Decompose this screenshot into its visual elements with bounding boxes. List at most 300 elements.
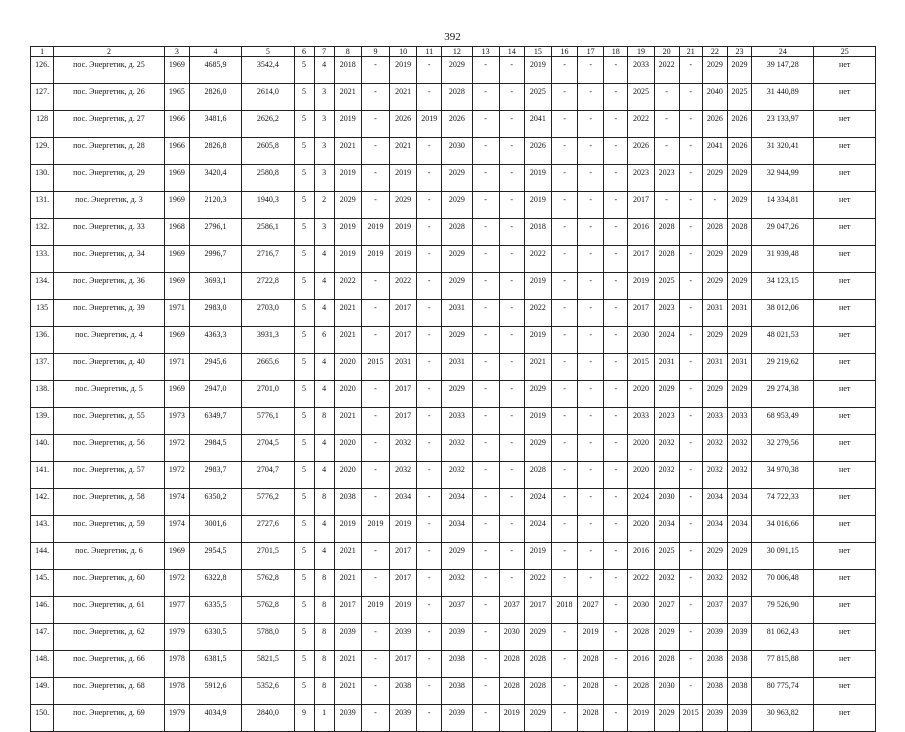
table-cell: - bbox=[472, 678, 499, 705]
table-cell: - bbox=[417, 462, 442, 489]
table-cell: 2954,5 bbox=[189, 543, 241, 570]
table-cell: 2029 bbox=[442, 165, 472, 192]
table-cell: - bbox=[578, 57, 604, 84]
table-cell: - bbox=[472, 138, 499, 165]
table-cell: нет bbox=[814, 300, 876, 327]
table-cell: 5762,8 bbox=[242, 570, 294, 597]
table-row bbox=[31, 705, 876, 732]
table-cell: 80 775,74 bbox=[752, 678, 814, 705]
table-cell: 2996,7 bbox=[189, 246, 241, 273]
page-number: 392 bbox=[444, 31, 461, 43]
table-cell: - bbox=[604, 111, 628, 138]
table-cell: - bbox=[472, 435, 499, 462]
table-cell: нет bbox=[814, 624, 876, 651]
table-cell: - bbox=[499, 516, 524, 543]
table-cell: 6381,5 bbox=[189, 651, 241, 678]
table-cell: 2028 bbox=[578, 651, 604, 678]
table-row bbox=[31, 246, 876, 273]
table-cell: 9 bbox=[294, 705, 314, 732]
table-cell: - bbox=[361, 408, 389, 435]
table-row bbox=[31, 624, 876, 651]
table-cell: 2015 bbox=[361, 354, 389, 381]
table-cell: 2026 bbox=[524, 138, 551, 165]
table-cell: 2032 bbox=[390, 462, 417, 489]
table-cell: 1969 bbox=[164, 165, 189, 192]
column-header: 6 bbox=[294, 47, 314, 57]
table-cell: 2945,6 bbox=[189, 354, 241, 381]
table-cell: пос. Энергетик, д. 58 bbox=[54, 489, 165, 516]
table-cell: - bbox=[604, 705, 628, 732]
table-cell: - bbox=[417, 138, 442, 165]
table-cell: нет bbox=[814, 489, 876, 516]
table-cell: 2017 bbox=[334, 597, 361, 624]
table-cell: 5 bbox=[294, 489, 314, 516]
table-cell: - bbox=[361, 705, 389, 732]
table-cell: 2021 bbox=[334, 570, 361, 597]
table-cell: 150. bbox=[31, 705, 54, 732]
table-cell: 1978 bbox=[164, 651, 189, 678]
table-cell: 1979 bbox=[164, 624, 189, 651]
table-cell: - bbox=[472, 381, 499, 408]
table-cell: - bbox=[472, 219, 499, 246]
table-cell: 2023 bbox=[654, 165, 679, 192]
table-cell: 2031 bbox=[442, 354, 472, 381]
table-cell: - bbox=[604, 516, 628, 543]
table-cell: 139. bbox=[31, 408, 54, 435]
table-cell: 5 bbox=[294, 192, 314, 219]
table-row bbox=[31, 435, 876, 462]
table-cell: 2017 bbox=[628, 300, 654, 327]
table-cell: - bbox=[679, 246, 702, 273]
table-cell: - bbox=[578, 165, 604, 192]
table-cell: - bbox=[499, 327, 524, 354]
table-cell: 132. bbox=[31, 219, 54, 246]
table-cell: 5 bbox=[294, 678, 314, 705]
table-cell: - bbox=[499, 192, 524, 219]
table-cell: 3481,6 bbox=[189, 111, 241, 138]
table-cell: - bbox=[551, 651, 577, 678]
table-cell: пос. Энергетик, д. 28 bbox=[54, 138, 165, 165]
table-cell: - bbox=[679, 570, 702, 597]
table-cell: 5 bbox=[294, 597, 314, 624]
table-cell: 2020 bbox=[334, 381, 361, 408]
table-cell: 2019 bbox=[524, 192, 551, 219]
column-header: 5 bbox=[242, 47, 294, 57]
table-cell: - bbox=[417, 165, 442, 192]
table-cell: 2017 bbox=[390, 408, 417, 435]
table-cell: 79 526,90 bbox=[752, 597, 814, 624]
table-cell: 4 bbox=[314, 543, 334, 570]
table-cell: - bbox=[679, 192, 702, 219]
table-cell: - bbox=[604, 570, 628, 597]
table-cell: 8 bbox=[314, 408, 334, 435]
table-cell: - bbox=[472, 543, 499, 570]
table-cell: 2026 bbox=[727, 138, 751, 165]
table-cell: 2019 bbox=[334, 111, 361, 138]
table-cell: - bbox=[679, 651, 702, 678]
table-cell: 2028 bbox=[654, 219, 679, 246]
table-cell: - bbox=[604, 246, 628, 273]
table-cell: пос. Энергетик, д. 34 bbox=[54, 246, 165, 273]
table-cell: - bbox=[472, 570, 499, 597]
table-cell: - bbox=[551, 84, 577, 111]
table-cell: 2028 bbox=[628, 624, 654, 651]
table-cell: 147. bbox=[31, 624, 54, 651]
table-cell: 143. bbox=[31, 516, 54, 543]
table-cell: 5 bbox=[294, 651, 314, 678]
table-cell: - bbox=[654, 138, 679, 165]
table-cell: 2019 bbox=[361, 219, 389, 246]
table-cell: 5 bbox=[294, 300, 314, 327]
table-cell: 2018 bbox=[334, 57, 361, 84]
table-cell: 2029 bbox=[727, 327, 751, 354]
table-cell: 2021 bbox=[334, 543, 361, 570]
table-cell: 2020 bbox=[334, 354, 361, 381]
table-cell: - bbox=[417, 246, 442, 273]
table-cell: 39 147,28 bbox=[752, 57, 814, 84]
table-cell: 2716,7 bbox=[242, 246, 294, 273]
table-cell: - bbox=[499, 408, 524, 435]
table-cell: нет bbox=[814, 651, 876, 678]
table-cell: 2017 bbox=[628, 192, 654, 219]
table-cell: - bbox=[361, 300, 389, 327]
table-cell: 2704,5 bbox=[242, 435, 294, 462]
table-row bbox=[31, 354, 876, 381]
table-cell: - bbox=[499, 219, 524, 246]
table-cell: - bbox=[679, 300, 702, 327]
table-cell: 2947,0 bbox=[189, 381, 241, 408]
table-cell: - bbox=[361, 165, 389, 192]
table-cell: нет bbox=[814, 705, 876, 732]
table-cell: 2019 bbox=[390, 516, 417, 543]
table-cell: нет bbox=[814, 327, 876, 354]
table-cell: 6322,8 bbox=[189, 570, 241, 597]
table-cell: 2017 bbox=[628, 246, 654, 273]
table-cell: - bbox=[472, 165, 499, 192]
table-cell: 48 021,53 bbox=[752, 327, 814, 354]
table-cell: 2032 bbox=[654, 462, 679, 489]
table-cell: - bbox=[578, 327, 604, 354]
table-cell: 135 bbox=[31, 300, 54, 327]
table-cell: - bbox=[499, 246, 524, 273]
table-cell: 2032 bbox=[727, 570, 751, 597]
table-cell: 2983,0 bbox=[189, 300, 241, 327]
table-cell: 6350,2 bbox=[189, 489, 241, 516]
table-cell: 1965 bbox=[164, 84, 189, 111]
table-cell: нет bbox=[814, 111, 876, 138]
table-cell: 2029 bbox=[654, 705, 679, 732]
table-cell: 2025 bbox=[628, 84, 654, 111]
table-cell: 2032 bbox=[390, 435, 417, 462]
table-row bbox=[31, 543, 876, 570]
table-cell: 2701,0 bbox=[242, 381, 294, 408]
table-cell: 5 bbox=[294, 354, 314, 381]
table-cell: 2019 bbox=[334, 516, 361, 543]
table-cell: 2031 bbox=[442, 300, 472, 327]
table-cell: 2038 bbox=[442, 678, 472, 705]
table-cell: 2030 bbox=[499, 624, 524, 651]
table-cell: 2032 bbox=[442, 462, 472, 489]
table-cell: - bbox=[417, 84, 442, 111]
table-cell: 5821,5 bbox=[242, 651, 294, 678]
table-cell: - bbox=[361, 381, 389, 408]
table-cell: 2032 bbox=[702, 570, 727, 597]
table-cell: - bbox=[604, 273, 628, 300]
table-cell: 2024 bbox=[524, 489, 551, 516]
table-cell: 2031 bbox=[702, 354, 727, 381]
table-cell: 30 091,15 bbox=[752, 543, 814, 570]
table-cell: 2026 bbox=[628, 138, 654, 165]
table-cell: - bbox=[361, 489, 389, 516]
table-cell: - bbox=[679, 678, 702, 705]
table-cell: 2039 bbox=[702, 705, 727, 732]
table-cell: 4 bbox=[314, 300, 334, 327]
table-cell: - bbox=[472, 246, 499, 273]
table-cell: 2029 bbox=[702, 543, 727, 570]
table-cell: - bbox=[361, 543, 389, 570]
table-cell: 2019 bbox=[390, 219, 417, 246]
table-cell: 2605,8 bbox=[242, 138, 294, 165]
table-cell: 2022 bbox=[524, 246, 551, 273]
table-cell: - bbox=[604, 651, 628, 678]
table-cell: 2038 bbox=[442, 651, 472, 678]
table-cell: 2020 bbox=[628, 516, 654, 543]
table-cell: 5 bbox=[294, 381, 314, 408]
table-cell: 2031 bbox=[727, 300, 751, 327]
table-cell: - bbox=[499, 84, 524, 111]
column-header: 2 bbox=[54, 47, 165, 57]
table-cell: 2023 bbox=[654, 408, 679, 435]
table-cell: - bbox=[578, 435, 604, 462]
table-cell: 4 bbox=[314, 354, 334, 381]
table-cell: 2034 bbox=[442, 516, 472, 543]
table-cell: 2029 bbox=[334, 192, 361, 219]
table-cell: - bbox=[679, 462, 702, 489]
table-cell: 2021 bbox=[524, 354, 551, 381]
table-cell: - bbox=[551, 219, 577, 246]
column-header: 14 bbox=[499, 47, 524, 57]
table-cell: 74 722,33 bbox=[752, 489, 814, 516]
table-cell: 1940,3 bbox=[242, 192, 294, 219]
table-cell: - bbox=[499, 300, 524, 327]
table-cell: 2 bbox=[314, 192, 334, 219]
table-cell: 2038 bbox=[334, 489, 361, 516]
table-cell: 2017 bbox=[390, 570, 417, 597]
table-cell: 2034 bbox=[727, 516, 751, 543]
table-cell: 6335,5 bbox=[189, 597, 241, 624]
table-cell: - bbox=[604, 408, 628, 435]
table-cell: 3 bbox=[314, 111, 334, 138]
table-cell: 2021 bbox=[334, 327, 361, 354]
table-cell: 2025 bbox=[524, 84, 551, 111]
table-row bbox=[31, 651, 876, 678]
table-cell: пос. Энергетик, д. 68 bbox=[54, 678, 165, 705]
table-row bbox=[31, 327, 876, 354]
table-cell: 38 012,06 bbox=[752, 300, 814, 327]
table-cell: 2022 bbox=[628, 570, 654, 597]
table-cell: 4685,9 bbox=[189, 57, 241, 84]
table-cell: - bbox=[361, 57, 389, 84]
table-cell: 2034 bbox=[654, 516, 679, 543]
table-cell: - bbox=[604, 489, 628, 516]
table-cell: 2025 bbox=[727, 84, 751, 111]
table-cell: пос. Энергетик, д. 69 bbox=[54, 705, 165, 732]
table-cell: 2026 bbox=[390, 111, 417, 138]
table-cell: пос. Энергетик, д. 57 bbox=[54, 462, 165, 489]
table-cell: 32 279,56 bbox=[752, 435, 814, 462]
table-cell: - bbox=[472, 489, 499, 516]
table-cell: - bbox=[578, 111, 604, 138]
table-cell: 2031 bbox=[702, 300, 727, 327]
table-row bbox=[31, 597, 876, 624]
table-cell: 2021 bbox=[390, 138, 417, 165]
table-cell: - bbox=[679, 327, 702, 354]
table-cell: 2020 bbox=[628, 435, 654, 462]
table-cell: 2019 bbox=[390, 246, 417, 273]
table-cell: 146. bbox=[31, 597, 54, 624]
table-cell: 2022 bbox=[524, 300, 551, 327]
table-cell: 2029 bbox=[524, 624, 551, 651]
table-cell: 4 bbox=[314, 246, 334, 273]
table-cell: - bbox=[679, 138, 702, 165]
table-cell: пос. Энергетик, д. 5 bbox=[54, 381, 165, 408]
table-cell: 129. bbox=[31, 138, 54, 165]
table-cell: 2120,3 bbox=[189, 192, 241, 219]
table-cell: 5 bbox=[294, 273, 314, 300]
table-row bbox=[31, 300, 876, 327]
table-cell: - bbox=[551, 246, 577, 273]
table-cell: пос. Энергетик, д. 36 bbox=[54, 273, 165, 300]
table-cell: - bbox=[551, 408, 577, 435]
table-cell: 2033 bbox=[702, 408, 727, 435]
table-cell: 2029 bbox=[702, 381, 727, 408]
table-cell: 2039 bbox=[390, 624, 417, 651]
table-cell: - bbox=[551, 300, 577, 327]
table-cell: 1966 bbox=[164, 111, 189, 138]
table-cell: 5776,2 bbox=[242, 489, 294, 516]
table-cell: 2023 bbox=[654, 300, 679, 327]
table-cell: 2028 bbox=[578, 678, 604, 705]
table-row bbox=[31, 516, 876, 543]
table-cell: - bbox=[679, 624, 702, 651]
table-cell: 4 bbox=[314, 57, 334, 84]
table-cell: - bbox=[417, 219, 442, 246]
table-cell: 2022 bbox=[390, 273, 417, 300]
table-cell: - bbox=[499, 111, 524, 138]
table-cell: - bbox=[654, 111, 679, 138]
table-cell: 2029 bbox=[654, 624, 679, 651]
table-cell: 2019 bbox=[524, 543, 551, 570]
table-cell: 8 bbox=[314, 570, 334, 597]
table-cell: 2026 bbox=[727, 111, 751, 138]
table-cell: 2796,1 bbox=[189, 219, 241, 246]
table-cell: 2021 bbox=[334, 138, 361, 165]
table-cell: 2019 bbox=[524, 57, 551, 84]
table-cell: 2037 bbox=[702, 597, 727, 624]
table-cell: 2019 bbox=[390, 165, 417, 192]
table-cell: 2027 bbox=[578, 597, 604, 624]
table-row bbox=[31, 489, 876, 516]
table-cell: 3 bbox=[314, 219, 334, 246]
table-cell: - bbox=[679, 219, 702, 246]
table-row bbox=[31, 111, 876, 138]
table-cell: нет bbox=[814, 543, 876, 570]
table-cell: 2016 bbox=[628, 651, 654, 678]
table-cell: 2032 bbox=[654, 435, 679, 462]
table-cell: - bbox=[604, 543, 628, 570]
table-cell: 2021 bbox=[334, 408, 361, 435]
table-cell: 2021 bbox=[334, 651, 361, 678]
table-cell: - bbox=[417, 57, 442, 84]
table-cell: 5 bbox=[294, 516, 314, 543]
table-cell: 1969 bbox=[164, 192, 189, 219]
table-cell: 2029 bbox=[727, 57, 751, 84]
table-cell: 3 bbox=[314, 138, 334, 165]
table-cell: - bbox=[472, 624, 499, 651]
table-cell: 2021 bbox=[334, 300, 361, 327]
table-cell: - bbox=[604, 435, 628, 462]
table-cell: - bbox=[417, 354, 442, 381]
table-cell: пос. Энергетик, д. 29 bbox=[54, 165, 165, 192]
table-cell: 3931,3 bbox=[242, 327, 294, 354]
table-cell: 2029 bbox=[727, 192, 751, 219]
table-cell: - bbox=[578, 300, 604, 327]
table-cell: 8 bbox=[314, 678, 334, 705]
column-header: 7 bbox=[314, 47, 334, 57]
table-cell: 2983,7 bbox=[189, 462, 241, 489]
table-cell: 2030 bbox=[628, 327, 654, 354]
table-cell: 3420,4 bbox=[189, 165, 241, 192]
table-cell: 2029 bbox=[727, 246, 751, 273]
table-cell: 2018 bbox=[551, 597, 577, 624]
table-cell: 2029 bbox=[727, 273, 751, 300]
table-cell: 5352,6 bbox=[242, 678, 294, 705]
table-cell: 2016 bbox=[628, 543, 654, 570]
table-cell: 5912,6 bbox=[189, 678, 241, 705]
table-cell: 130. bbox=[31, 165, 54, 192]
table-cell: 134. bbox=[31, 273, 54, 300]
table-cell: 1973 bbox=[164, 408, 189, 435]
table-cell: - bbox=[417, 570, 442, 597]
table-cell: - bbox=[679, 84, 702, 111]
table-cell: - bbox=[551, 165, 577, 192]
table-cell: 2039 bbox=[334, 705, 361, 732]
column-header: 10 bbox=[390, 47, 417, 57]
table-cell: 29 274,38 bbox=[752, 381, 814, 408]
table-cell: нет bbox=[814, 219, 876, 246]
table-cell: 2015 bbox=[628, 354, 654, 381]
table-cell: 2039 bbox=[442, 624, 472, 651]
table-cell: 2028 bbox=[654, 246, 679, 273]
table-cell: 5 bbox=[294, 57, 314, 84]
table-cell: 3693,1 bbox=[189, 273, 241, 300]
table-cell: пос. Энергетик, д. 60 bbox=[54, 570, 165, 597]
table-cell: нет bbox=[814, 57, 876, 84]
table-cell: 1971 bbox=[164, 354, 189, 381]
table-cell: пос. Энергетик, д. 4 bbox=[54, 327, 165, 354]
table-cell: 2029 bbox=[654, 381, 679, 408]
table-cell: 140. bbox=[31, 435, 54, 462]
header-row bbox=[31, 47, 876, 57]
column-header: 8 bbox=[334, 47, 361, 57]
table-cell: 2040 bbox=[702, 84, 727, 111]
table-cell: 1971 bbox=[164, 300, 189, 327]
table-cell: 141. bbox=[31, 462, 54, 489]
table-cell: - bbox=[417, 327, 442, 354]
table-cell: 2021 bbox=[390, 84, 417, 111]
table-cell: 2029 bbox=[727, 381, 751, 408]
table-cell: 2029 bbox=[727, 165, 751, 192]
